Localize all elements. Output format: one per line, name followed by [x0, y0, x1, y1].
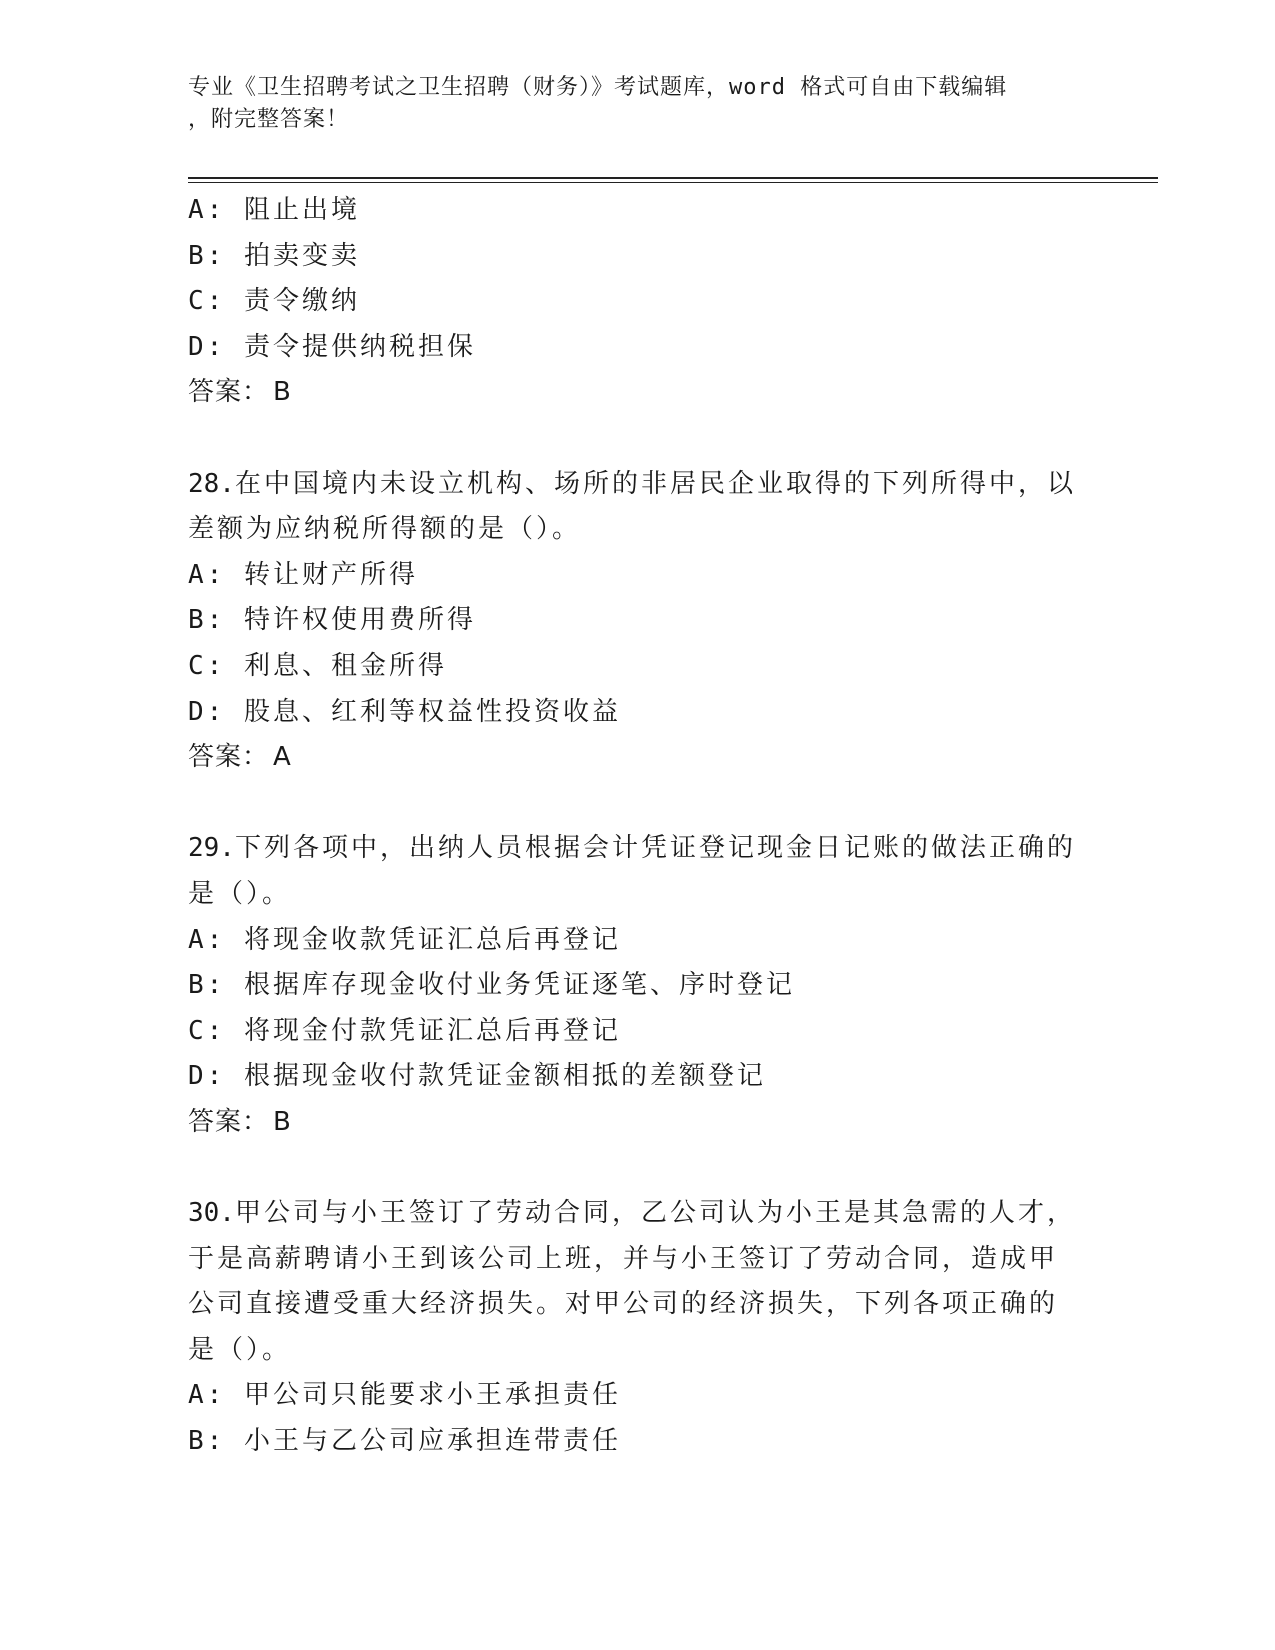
option-c: C: 将现金付款凭证汇总后再登记 [188, 1015, 621, 1046]
option-d: D: 股息、红利等权益性投资收益 [188, 696, 621, 727]
answer-line [188, 1100, 1068, 1146]
question-stem-line: 差额为应纳税所得额的是（）。 [188, 514, 582, 545]
option-b: B: 拍卖变卖 [188, 240, 360, 271]
option-c: C: 责令缴纳 [188, 286, 360, 317]
question-stem-line [188, 826, 1076, 872]
question-stem-line: 是（）。 [188, 878, 292, 909]
question-30 [188, 1191, 1076, 1465]
question-stem-line: 公司直接遭受重大经济损失。对甲公司的经济损失，下列各项正确的 [188, 1289, 1059, 1320]
answer-value: B [273, 377, 292, 408]
option-b: B: 小王与乙公司应承担连带责任 [188, 1426, 621, 1457]
option-a: A: 将现金收款凭证汇总后再登记 [188, 924, 621, 955]
question-number: 29. [188, 833, 235, 864]
question-number: 30. [188, 1198, 235, 1229]
option-d: D: 责令提供纳税担保 [188, 331, 476, 362]
document-header [188, 72, 1068, 136]
option-a: A: 转让财产所得 [188, 559, 418, 590]
answer-label: 答案： [188, 1106, 270, 1137]
header-line-2: ，附完整答案！ [188, 107, 350, 132]
answer-line [188, 735, 1068, 781]
question-stem-line [188, 1191, 1076, 1237]
question-29 [188, 826, 1076, 1145]
header-divider-thick [188, 177, 1158, 179]
question-stem-line: 于是高薪聘请小王到该公司上班，并与小王签订了劳动合同，造成甲 [188, 1243, 1059, 1274]
question-text: 甲公司与小王签订了劳动合同，乙公司认为小王是其急需的人才， [234, 1198, 1076, 1229]
option-a: A: 甲公司只能要求小王承担责任 [188, 1380, 621, 1411]
question-27 [188, 188, 1068, 416]
answer-value: A [273, 742, 292, 773]
question-text: 在中国境内未设立机构、场所的非居民企业取得的下列所得中，以 [234, 468, 1076, 499]
question-number: 28. [188, 468, 235, 499]
option-a: A: 阻止出境 [188, 195, 360, 225]
question-text: 下列各项中，出纳人员根据会计凭证登记现金日记账的做法正确的 [234, 833, 1076, 864]
question-stem-line: 是（）。 [188, 1334, 292, 1365]
question-stem-line [188, 462, 1076, 508]
header-line-1: 专业《卫生招聘考试之卫生招聘（财务）》考试题库，word 格式可自由下载编辑 [188, 75, 1008, 100]
option-c: C: 利息、租金所得 [188, 650, 447, 681]
header-divider-thin [188, 182, 1158, 183]
option-b: B: 根据库存现金收付业务凭证逐笔、序时登记 [188, 970, 795, 1001]
option-b: B: 特许权使用费所得 [188, 605, 476, 636]
question-list [188, 188, 1076, 1465]
option-d: D: 根据现金收付款凭证金额相抵的差额登记 [188, 1061, 766, 1092]
answer-value: B [273, 1106, 292, 1137]
answer-line [188, 370, 1068, 416]
question-28 [188, 462, 1076, 781]
answer-label: 答案： [188, 742, 270, 773]
answer-label: 答案： [188, 377, 270, 408]
